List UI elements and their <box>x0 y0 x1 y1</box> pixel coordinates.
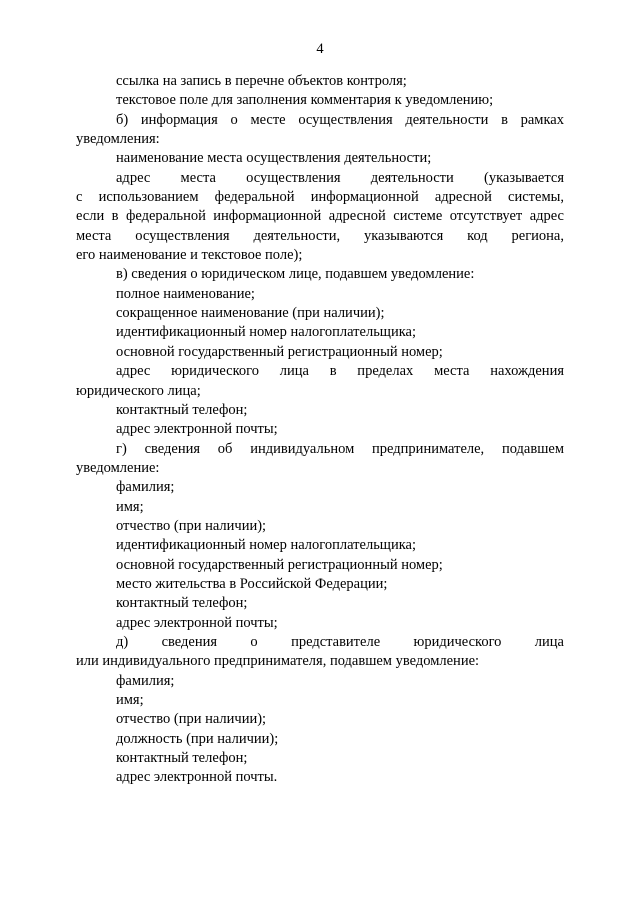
paragraph-line: имя; <box>116 498 144 515</box>
paragraph-line: г) сведения об индивидуальном предпринимателе, подавшем <box>116 440 564 457</box>
paragraph-line: с использованием федеральной информационной адресной системы, <box>76 189 564 206</box>
paragraph-line: юридического лица; <box>76 382 201 399</box>
paragraph-line: фамилия; <box>116 479 175 496</box>
paragraph-line: в) сведения о юридическом лице, подавшем уведомление: <box>116 266 475 283</box>
paragraph-line: фамилия; <box>116 672 175 689</box>
paragraph-line: основной государственный регистрационный номер; <box>116 556 443 573</box>
paragraph-line: идентификационный номер налогоплательщика; <box>116 537 417 554</box>
paragraph-line: адрес электронной почты. <box>116 769 278 786</box>
paragraph-line: или индивидуального предпринимателя, подавшем уведомление: <box>76 653 480 670</box>
paragraph-line: б) информация о месте осуществления деятельности в рамках <box>116 111 564 128</box>
paragraph-line: контактный телефон; <box>116 750 248 767</box>
paragraph-line: адрес места осуществления деятельности (указывается <box>116 169 564 186</box>
paragraph-line: отчество (при наличии); <box>116 711 267 728</box>
paragraph-line: должность (при наличии); <box>116 730 279 747</box>
paragraph-line: сокращенное наименование (при наличии); <box>116 305 385 322</box>
paragraph-line: уведомления: <box>76 131 160 148</box>
paragraph-line: места осуществления деятельности, указываются код региона, <box>76 227 564 244</box>
page-number: 4 <box>316 41 324 57</box>
paragraph-line: имя; <box>116 692 144 708</box>
paragraph-line: адрес электронной почты; <box>116 614 278 631</box>
paragraph-line: уведомление: <box>76 459 160 476</box>
paragraph-line: адрес юридического лица в пределах места нахождения <box>116 363 564 380</box>
paragraph-line: место жительства в Российской Федерации; <box>116 575 388 592</box>
paragraph-line: д) сведения о представителе юридического лица <box>116 633 564 650</box>
paragraph-line: контактный телефон; <box>116 401 248 418</box>
paragraph-line: идентификационный номер налогоплательщика; <box>116 324 417 341</box>
paragraph-line: ссылка на запись в перечне объектов контроля; <box>116 73 407 89</box>
paragraph-line: отчество (при наличии); <box>116 517 267 534</box>
paragraph-line: если в федеральной информационной адресной системе отсутствует адрес <box>76 208 564 225</box>
paragraph-line: наименование места осуществления деятельности; <box>116 150 432 167</box>
document-body <box>76 72 564 788</box>
paragraph-line: его наименование и текстовое поле); <box>76 247 303 264</box>
paragraph-line: текстовое поле для заполнения комментария к уведомлению; <box>116 92 494 109</box>
paragraph-line: адрес электронной почты; <box>116 421 278 438</box>
paragraph-line: основной государственный регистрационный номер; <box>116 343 443 360</box>
paragraph-line: контактный телефон; <box>116 595 248 612</box>
paragraph-line: полное наименование; <box>116 285 255 302</box>
